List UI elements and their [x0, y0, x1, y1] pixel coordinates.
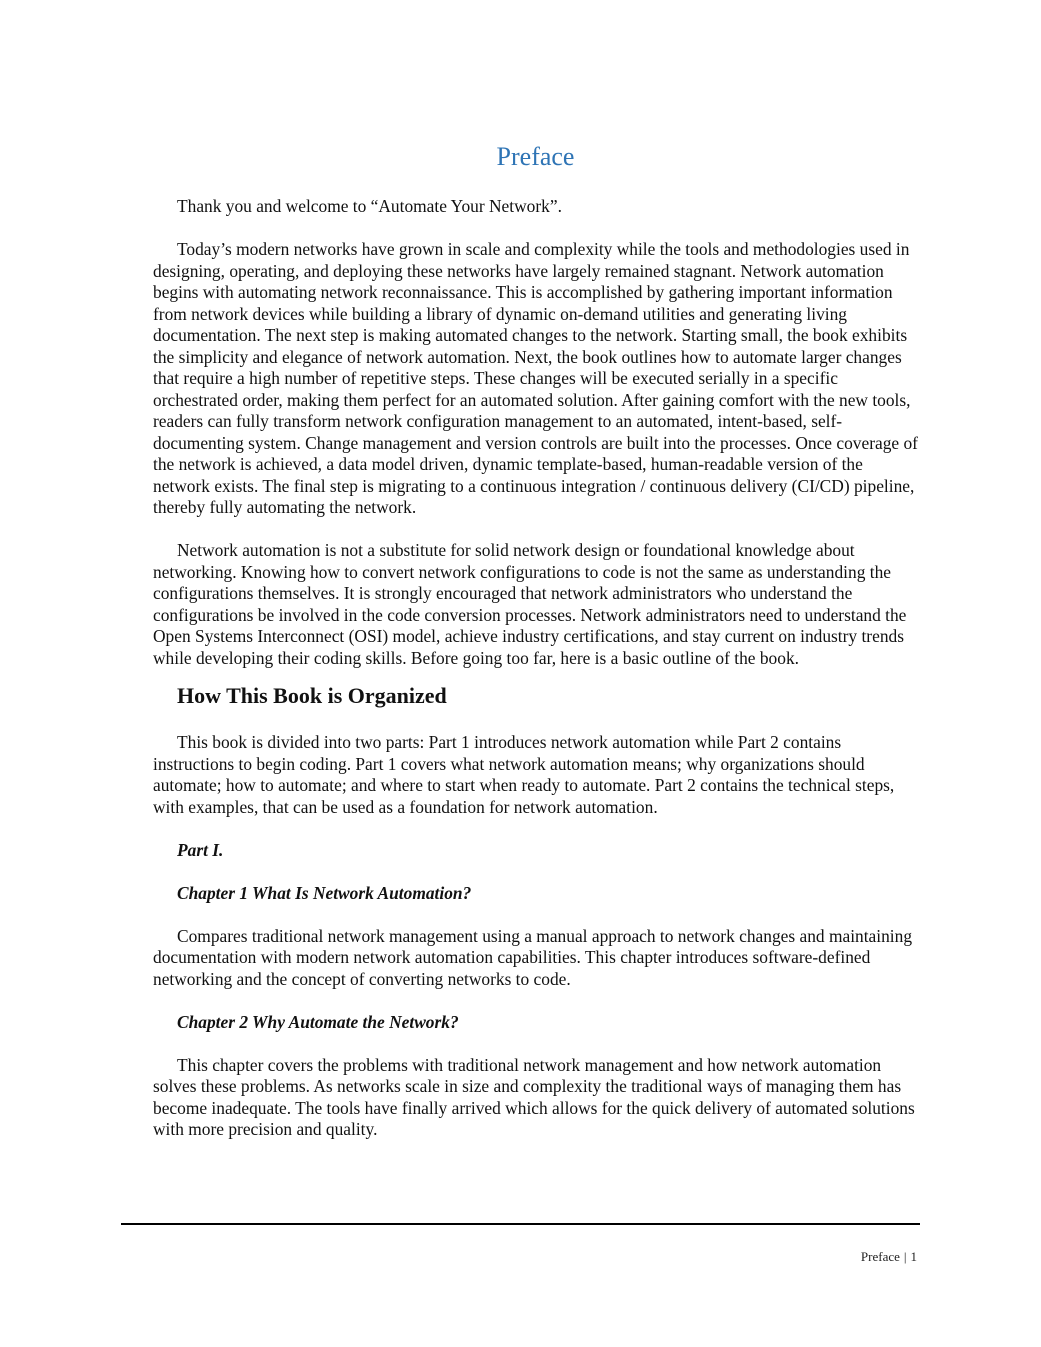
footer-separator: |: [903, 1249, 907, 1264]
intro-paragraph-2: Today’s modern networks have grown in scale and complexity while the tools and methodologies used in designing, operating, and deploying these networks have largely remained stagnant. Network automation begins with automating network reconnaissance. This is accomplished by gathering important information from network devices while building a library of dynamic on-demand utilities and generating living documentation. The next step is making automated changes to the network. Starting small, the book exhibits the simplicity and elegance of network automation. Next, the book outlines how to automate larger changes that require a high number of repetitive steps. These changes will be executed serially in a specific orchestrated order, making them perfect for an automated solution. After gaining comfort with the new tools, readers can fully transform network configuration management to an automated, intent-based, self-documenting system. Change management and version controls are built into the processes. Once coverage of the network is achieved, a data model driven, dynamic template-based, human-readable version of the network exists. The final step is migrating to a continuous integration / continuous delivery (CI/CD) pipeline, thereby fully automating the network.: [153, 239, 918, 517]
chapter-2-text: This chapter covers the problems with traditional network management and how network automation solves these problems. As networks scale in size and complexity the traditional ways of managing them has become inadequate. The tools have finally arrived which allows for the quick delivery of automated solutions with more precision and quality.: [153, 1054, 915, 1139]
footer-section: Preface: [860, 1249, 900, 1264]
footer-rule: [121, 1223, 920, 1225]
page-title: Preface: [496, 142, 575, 171]
chapter-1-text: Compares traditional network management using a manual approach to network changes and maintaining documentation with modern network automation capabilities. This chapter introduces software-defined networking and the concept of converting networks to code.: [153, 925, 913, 989]
part-label: Part I.: [177, 839, 224, 860]
page-number: 1: [910, 1249, 917, 1264]
section-heading: How This Book is Organized: [177, 683, 447, 708]
intro-paragraph-3: Network automation is not a substitute for solid network design or foundational knowledge about networking. Knowing how to convert network configurations to code is not the same as understanding the configurations themselves. It is strongly encouraged that network administrators who understand the configurations be involved in the code conversion processes. Network administrators need to understand the Open Systems Interconnect (OSI) model, achieve industry certifications, and stay current on industry trends while developing their coding skills. Before going too far, here is a basic outline of the book.: [153, 540, 907, 668]
chapter-1-heading: Chapter 1 What Is Network Automation?: [177, 882, 472, 903]
page-footer: [861, 1249, 917, 1265]
chapter-2-heading: Chapter 2 Why Automate the Network?: [177, 1011, 459, 1032]
page-content: [153, 140, 918, 1141]
intro-paragraph-1: Thank you and welcome to “Automate Your Network”.: [177, 196, 562, 216]
section-paragraph: This book is divided into two parts: Part 1 introduces network automation while Part 2 contains instructions to begin coding. Part 1 covers what network automation means; why organizations should automate; how to automate; and where to start when ready to automate. Part 2 contains the technical steps, with examples, that can be used as a foundation for network automation.: [153, 732, 895, 817]
